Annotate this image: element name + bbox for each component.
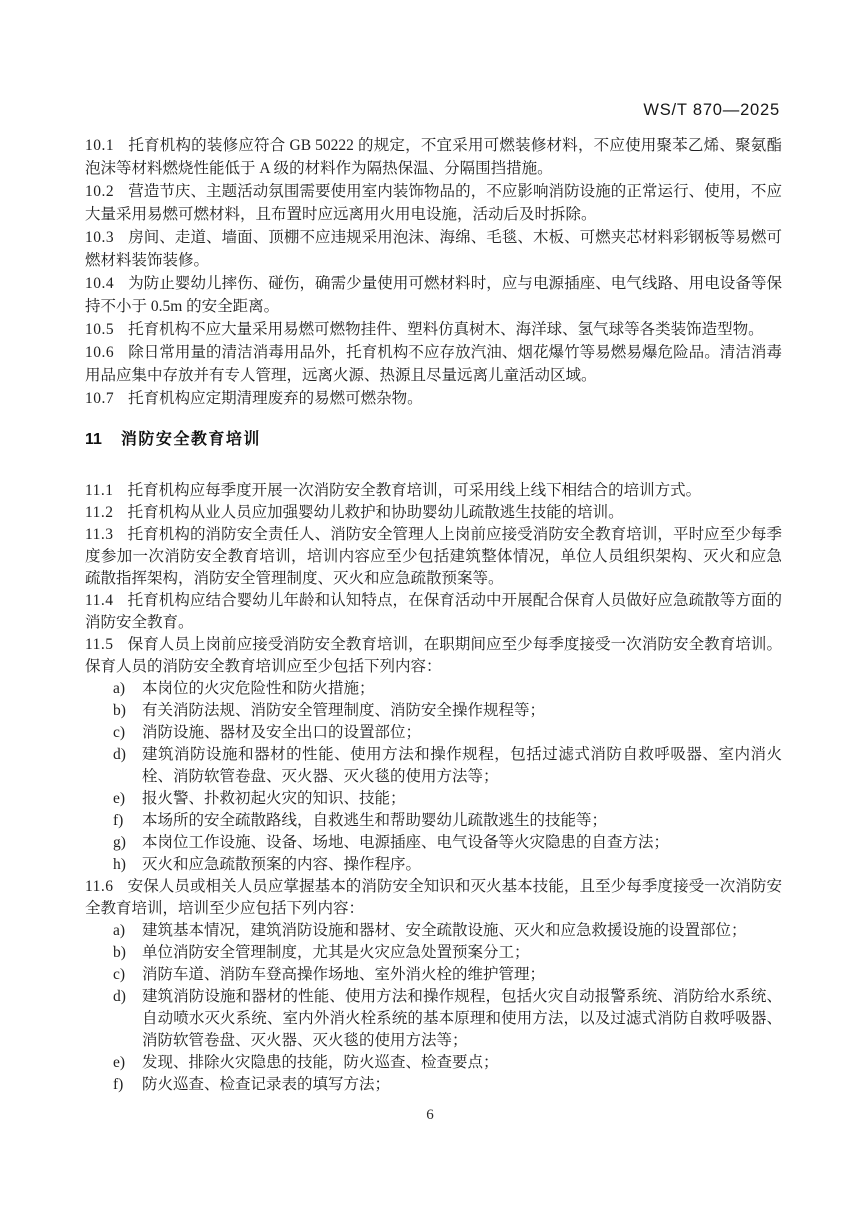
document-section — [85, 428, 782, 1096]
clause-number: 10.1 — [85, 137, 115, 154]
list-item-marker: a) — [113, 680, 126, 697]
list-item-marker: c) — [113, 966, 126, 983]
list-item-text: 消防车道、消防车登高操作场地、室外消火栓的维护管理； — [142, 966, 546, 983]
list-item-text: 防火巡查、检查记录表的填写方法； — [142, 1076, 391, 1093]
clause-text: 托育机构应结合婴幼儿年龄和认知特点，在保育活动中开展配合保育人员做好应急疏散等方面的消防安全教育。 — [85, 592, 782, 631]
clause-paragraph — [85, 272, 782, 318]
list-item — [85, 700, 782, 722]
list-item — [85, 810, 782, 832]
list-item — [85, 788, 782, 810]
page-header — [85, 101, 780, 120]
clause-paragraph — [85, 387, 782, 410]
clause-text: 营造节庆、主题活动氛围需要使用室内装饰物品的，不应影响消防设施的正常运行、使用，不应大量采用易燃可燃材料，且布置时应远离用火用电设施，活动后及时拆除。 — [85, 183, 782, 223]
list-item-marker: d) — [113, 988, 126, 1005]
clause-paragraph — [85, 134, 782, 180]
clause-text: 保育人员上岗前应接受消防安全教育培训，在职期间应至少每季度接受一次消防安全教育培训。保育人员的消防安全教育培训应至少包括下列内容： — [85, 636, 782, 675]
list-item-marker: f) — [113, 1076, 124, 1093]
list-item-text: 建筑消防设施和器材的性能、使用方法和操作规程，包括过滤式消防自救呼吸器、室内消火栓、消防软管卷盘、灭火器、灭火毯的使用方法等； — [142, 746, 782, 785]
list-item-marker: e) — [113, 1054, 126, 1071]
list-item-text: 灭火和应急疏散预案的内容、操作程序。 — [142, 856, 422, 873]
list-item-marker: h) — [113, 856, 126, 873]
clause-text: 托育机构应定期清理废弃的易燃可燃杂物。 — [128, 390, 423, 407]
list-item-marker: f) — [113, 812, 124, 829]
clause-text: 为防止婴幼儿摔伤、碰伤，确需少量使用可燃材料时，应与电源插座、电气线路、用电设备等保持不小于 0.5m 的安全距离。 — [85, 275, 782, 315]
clause-number: 11.4 — [85, 592, 114, 609]
clause-text: 托育机构的消防安全责任人、消防安全管理人上岗前应接受消防安全教育培训，平时应至少每季度参加一次消防安全教育培训，培训内容应至少包括建筑整体情况，单位人员组织架构、灭火和应急疏散指挥架构，消防安全管理制度、灭火和应急疏散预案等。 — [85, 526, 782, 587]
list-item-text: 单位消防安全管理制度，尤其是火灾应急处置预案分工； — [142, 944, 530, 961]
clause-text: 除日常用量的清洁消毒用品外，托育机构不应存放汽油、烟花爆竹等易燃易爆危险品。清洁消毒用品应集中存放并有专人管理，远离火源、热源且尽量远离儿童活动区域。 — [85, 344, 782, 384]
document-section — [85, 134, 782, 410]
list-item — [85, 964, 782, 986]
standard-number: WS/T 870—2025 — [643, 101, 780, 119]
list-item — [85, 1052, 782, 1074]
clause-number: 10.6 — [85, 344, 115, 361]
clause-text: 安保人员或相关人员应掌握基本的消防安全知识和灭火基本技能，且至少每季度接受一次消防安全教育培训，培训至少应包括下列内容： — [85, 878, 782, 917]
list-item-text: 建筑消防设施和器材的性能、使用方法和操作规程，包括火灾自动报警系统、消防给水系统、自动喷水灭火系统、室内外消火栓系统的基本原理和使用方法，以及过滤式消防自救呼吸器、消防软管卷盘、灭火器、灭火毯的使用方法等； — [142, 988, 782, 1049]
list-item-marker: b) — [113, 702, 126, 719]
clause-text: 房间、走道、墙面、顶棚不应违规采用泡沫、海绵、毛毯、木板、可燃夹芯材料彩钢板等易燃可燃材料装饰装修。 — [85, 229, 782, 269]
clause-number: 10.4 — [85, 275, 115, 292]
clause-text: 托育机构从业人员应加强婴幼儿救护和协助婴幼儿疏散逃生技能的培训。 — [127, 504, 624, 521]
clause-text: 托育机构应每季度开展一次消防安全教育培训，可采用线上线下相结合的培训方式。 — [127, 482, 702, 499]
list-item-marker: e) — [113, 790, 126, 807]
list-item-marker: c) — [113, 724, 126, 741]
list-item-text: 发现、排除火灾隐患的技能，防火巡查、检查要点； — [142, 1054, 499, 1071]
list-item-text: 消防设施、器材及安全出口的设置部位； — [142, 724, 422, 741]
list-item-marker: d) — [113, 746, 126, 763]
clause-number: 11.6 — [85, 878, 114, 895]
section-heading — [85, 428, 782, 451]
clause-number: 10.5 — [85, 321, 115, 338]
list-item — [85, 920, 782, 942]
clause-number: 11.1 — [85, 482, 114, 499]
list-item — [85, 678, 782, 700]
list-item — [85, 744, 782, 788]
clause-number: 11.2 — [85, 504, 114, 521]
clause-number: 10.3 — [85, 229, 115, 246]
list-item-text: 有关消防法规、消防安全管理制度、消防安全操作规程等； — [142, 702, 546, 719]
list-item-text: 本岗位工作设施、设备、场地、电源插座、电气设备等火灾隐患的自查方法； — [142, 834, 670, 851]
clause-paragraph — [85, 502, 782, 524]
section-number: 11 — [85, 431, 102, 448]
list-item-marker: a) — [113, 922, 126, 939]
clause-number: 10.7 — [85, 390, 115, 407]
list-item-text: 建筑基本情况，建筑消防设施和器材、安全疏散设施、灭火和应急救援设施的设置部位； — [142, 922, 747, 939]
list-item-text: 报火警、扑救初起火灾的知识、技能； — [142, 790, 406, 807]
list-item-text: 本岗位的火灾危险性和防火措施； — [142, 680, 375, 697]
list-item — [85, 832, 782, 854]
clause-paragraph — [85, 634, 782, 678]
clause-paragraph — [85, 180, 782, 226]
list-item — [85, 722, 782, 744]
clause-text: 托育机构不应大量采用易燃可燃物挂件、塑料仿真树木、海洋球、氢气球等各类装饰造型物。 — [128, 321, 764, 338]
list-item-marker: g) — [113, 834, 126, 851]
list-item — [85, 986, 782, 1052]
clause-paragraph — [85, 524, 782, 590]
list-item — [85, 942, 782, 964]
clause-text: 托育机构的装修应符合 GB 50222 的规定，不宜采用可燃装修材料，不应使用聚苯乙烯、聚氨酯泡沫等材料燃烧性能低于 A 级的材料作为隔热保温、分隔围挡措施。 — [85, 137, 782, 177]
clause-paragraph — [85, 226, 782, 272]
clause-paragraph — [85, 876, 782, 920]
clause-paragraph — [85, 341, 782, 387]
clause-paragraph — [85, 480, 782, 502]
clause-paragraph — [85, 590, 782, 634]
document-content — [85, 134, 782, 1096]
list-item — [85, 854, 782, 876]
clause-paragraph — [85, 318, 782, 341]
list-item — [85, 1074, 782, 1096]
page-number: 6 — [426, 1107, 434, 1123]
list-item-marker: b) — [113, 944, 126, 961]
clause-number: 10.2 — [85, 183, 115, 200]
clause-number: 11.3 — [85, 526, 114, 543]
list-item-text: 本场所的安全疏散路线，自救逃生和帮助婴幼儿疏散逃生的技能等； — [142, 812, 608, 829]
section-title: 消防安全教育培训 — [120, 431, 261, 448]
clause-number: 11.5 — [85, 636, 114, 653]
